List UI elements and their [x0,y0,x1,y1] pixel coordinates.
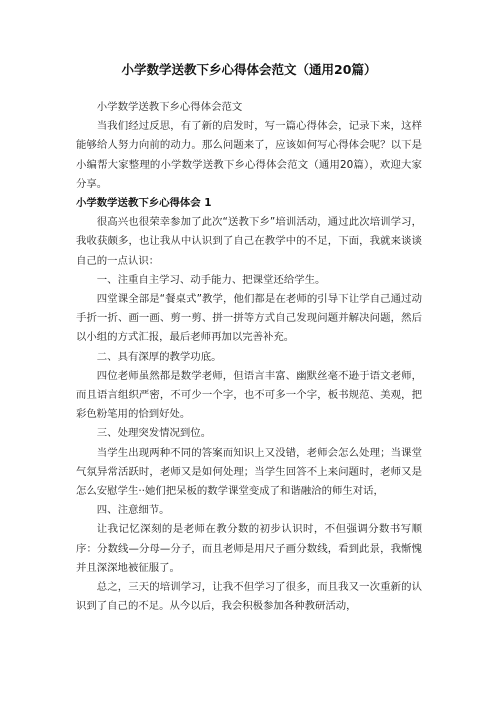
body-paragraph: 四堂课全部是“餐桌式”教学，他们都是在老师的引导下让学自己通过动手折一折、画一画、剪一剪、拼一拼等方式自己发现问题并解决问题，然后以小组的方式汇报，最后老师再加以完善补充。 [76,293,422,344]
body-paragraph: 四位老师虽然都是数学老师，但语言丰富、幽默丝毫不逊于语文老师，而且语言组织严密，不可少一个字，也不可多一个字，板书规范、美观，把彩色粉笔用的恰到好处。 [76,369,422,421]
point-heading-2: 二、具有深厚的教学功底。 [96,350,222,363]
body-paragraph: 很高兴也很荣幸参加了此次“送教下乡”培训活动，通过此次培训学习，我收获颇多，也让我从中认识到了自己在教学中的不足，下面，我就来谈谈自己的一点认识： [76,216,422,267]
point-heading-3: 三、处理突发情况到位。 [96,427,212,440]
body-paragraph: 当学生出现两种不同的答案而知识上又没错，老师会怎么处理；当课堂气氛异常活跃时，老师又是如何处理；当学生回答不上来问题时，老师又是怎么安慰学生··她们把呆板的数学课堂变成了和谐融洽的师生对话， [76,446,422,498]
document-title: 小学数学送教下乡心得体会范文（通用20篇） [121,62,377,77]
section-heading: 小学数学送教下乡心得体会 1 [76,197,212,210]
intro-paragraph: 当我们经过反思，有了新的启发时，写一篇心得体会，记录下来，这样能够给人努力向前的动力。那么问题来了，应该如何写心得体会呢？以下是小编帮大家整理的小学数学送教下乡心得体会范文（通用20篇），欢迎大家分享。 [76,120,422,190]
body-paragraph: 总之，三天的培训学习，让我不但学习了很多，而且我又一次重新的认识到了自己的不足。从今以后，我会积极参加各种教研活动， [76,581,422,613]
point-heading-4: 四、注意细节。 [96,504,170,517]
document-subtitle: 小学数学送教下乡心得体会范文 [96,101,243,113]
point-heading-1: 一、注重自主学习、动手能力、把课堂还给学生。 [96,273,326,286]
body-paragraph: 让我记忆深刻的是老师在教分数的初步认识时，不但强调分数书写顺序：分数线—分母—分子，而且老师是用尺子画分数线，看到此景，我惭愧并且深深地被征服了。 [76,523,422,574]
